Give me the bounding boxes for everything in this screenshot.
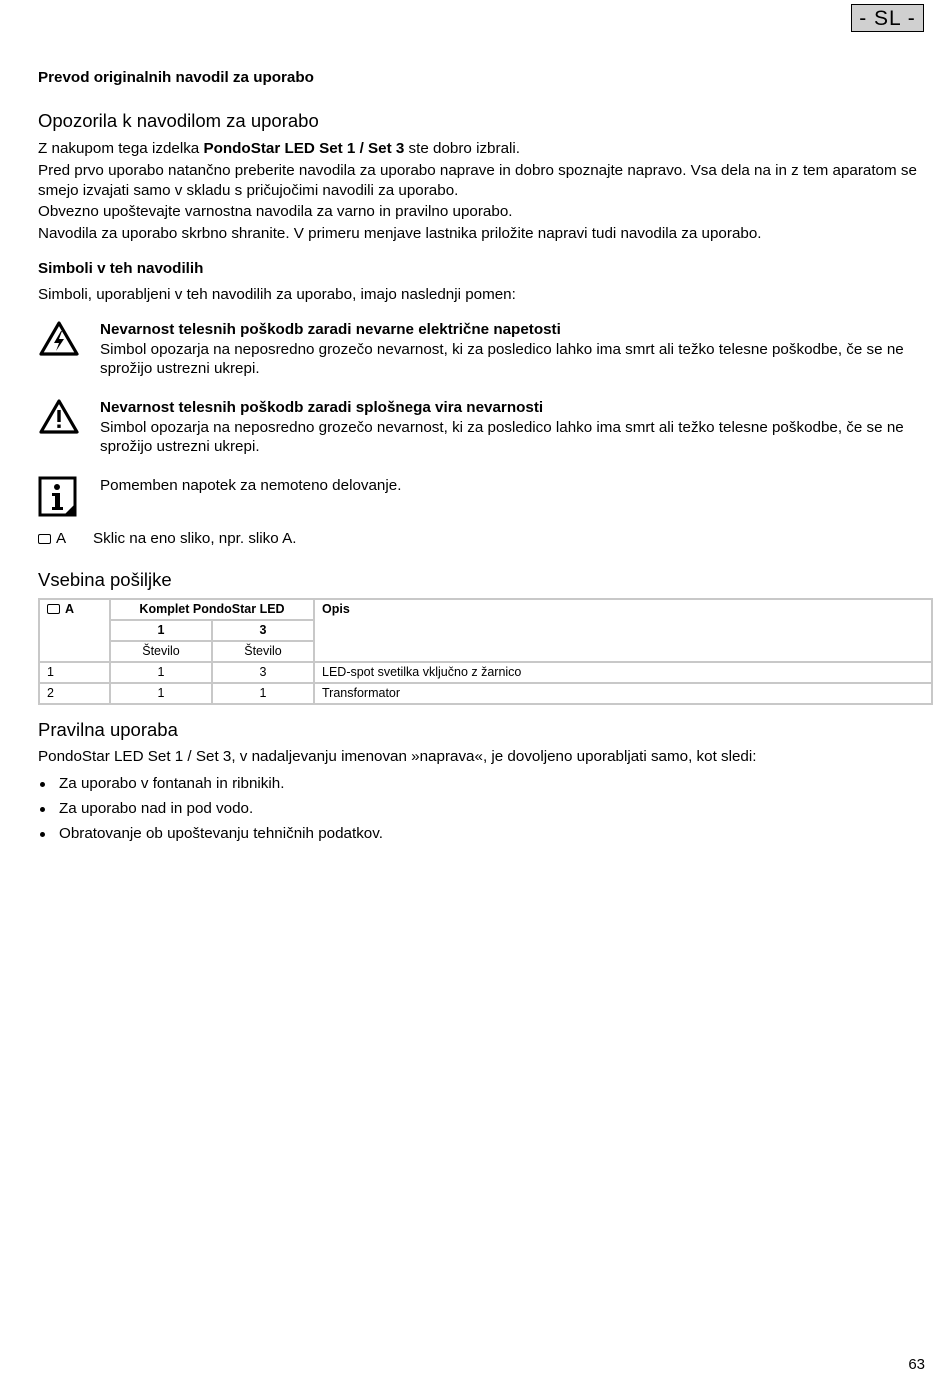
general-hazard-icon: [38, 398, 80, 442]
electric-hazard-icon: [38, 320, 80, 364]
set-number-3: 3: [212, 620, 314, 641]
table-row: [39, 683, 932, 704]
figure-reference: [38, 529, 297, 549]
translation-title: Prevod originalnih navodil za uporabo: [38, 69, 314, 86]
row-position: 2: [39, 683, 110, 704]
proper-use-title: Pravilna uporaba: [38, 719, 178, 740]
list-item: Za uporabo nad in pod vodo.: [38, 799, 383, 824]
intro-text: Z nakupom tega izdelka: [38, 140, 204, 157]
row-set3-count: 1: [212, 683, 314, 704]
row-description: LED-spot svetilka vključno z žarnico: [314, 662, 932, 683]
symbols-intro: Simboli, uporabljeni v teh navodilih za uporabo, imajo naslednji pomen:: [38, 286, 516, 303]
symbol-description: Simbol opozarja na neposredno grozečo nevarnost, ki za posledico lahko ima smrt ali težko telesne poškodbe, če se ne sprožijo ustrezni ukrepi.: [100, 418, 904, 455]
row-set1-count: 1: [110, 683, 212, 704]
list-item: Za uporabo v fontanah in ribnikih.: [38, 774, 383, 799]
intro-paragraph: [38, 139, 928, 159]
row-set3-count: 3: [212, 662, 314, 683]
set-number-1: 1: [110, 620, 212, 641]
product-name: PondoStar LED Set 1 / Set 3: [203, 140, 405, 157]
row-set1-count: 1: [110, 662, 212, 683]
col-header-set: Komplet PondoStar LED: [110, 599, 314, 620]
paragraph-read-instructions: Pred prvo uporabo natančno preberite navodila za uporabo naprave in dobro spoznajte napravo. Vsa dela na in z tem aparatom se smejo izvajati samo v skladu s pričujočimi navodili za uporabo.: [38, 162, 917, 199]
language-badge: - SL -: [851, 4, 924, 32]
col-header-description: Opis: [314, 599, 932, 662]
row-description: Transformator: [314, 683, 932, 704]
delivery-table: [38, 598, 933, 705]
delivery-title: Vsebina pošiljke: [38, 569, 172, 590]
section-title-instructions: Opozorila k navodilom za uporabo: [38, 110, 319, 131]
intro-text-end: ste dobro izbrali.: [404, 140, 520, 157]
symbols-title: Simboli v teh navodilih: [38, 260, 204, 277]
symbol-title: Nevarnost telesnih poškodb zaradi nevarne električne napetosti: [100, 321, 561, 338]
paragraph-safety: Obvezno upoštevajte varnostna navodila za varno in pravilno uporabo.: [38, 203, 513, 220]
figure-book-icon: [47, 604, 60, 614]
list-item: Obratovanje ob upoštevanju tehničnih podatkov.: [38, 824, 383, 849]
proper-use-list: [38, 774, 383, 849]
symbol-description: Simbol opozarja na neposredno grozečo nevarnost, ki za posledico lahko ima smrt ali težko telesne poškodbe, če se ne sprožijo ustrezni ukrepi.: [100, 340, 904, 377]
page-number: 63: [908, 1356, 925, 1373]
symbol-description: Pomemben napotek za nemoteno delovanje.: [100, 477, 402, 494]
col-header-figure: [39, 599, 110, 662]
paragraph-keep-instructions: Navodila za uporabo skrbno shranite. V primeru menjave lastnika priložite napravi tudi navodila za uporabo.: [38, 225, 762, 242]
figure-reference-text: Sklic na eno sliko, npr. sliko A.: [93, 530, 297, 547]
symbol-title: Nevarnost telesnih poškodb zaradi splošnega vira nevarnosti: [100, 399, 544, 416]
figure-label: A: [65, 602, 75, 616]
count-label: Število: [110, 641, 212, 662]
proper-use-intro: PondoStar LED Set 1 / Set 3, v nadaljevanju imenovan »naprava«, je dovoljeno uporabljati samo, kot sledi:: [38, 748, 757, 765]
row-position: 1: [39, 662, 110, 683]
table-row: [39, 662, 932, 683]
info-icon: [38, 476, 78, 524]
figure-book-icon: [38, 534, 51, 544]
figure-label: A: [56, 530, 67, 547]
count-label: Število: [212, 641, 314, 662]
